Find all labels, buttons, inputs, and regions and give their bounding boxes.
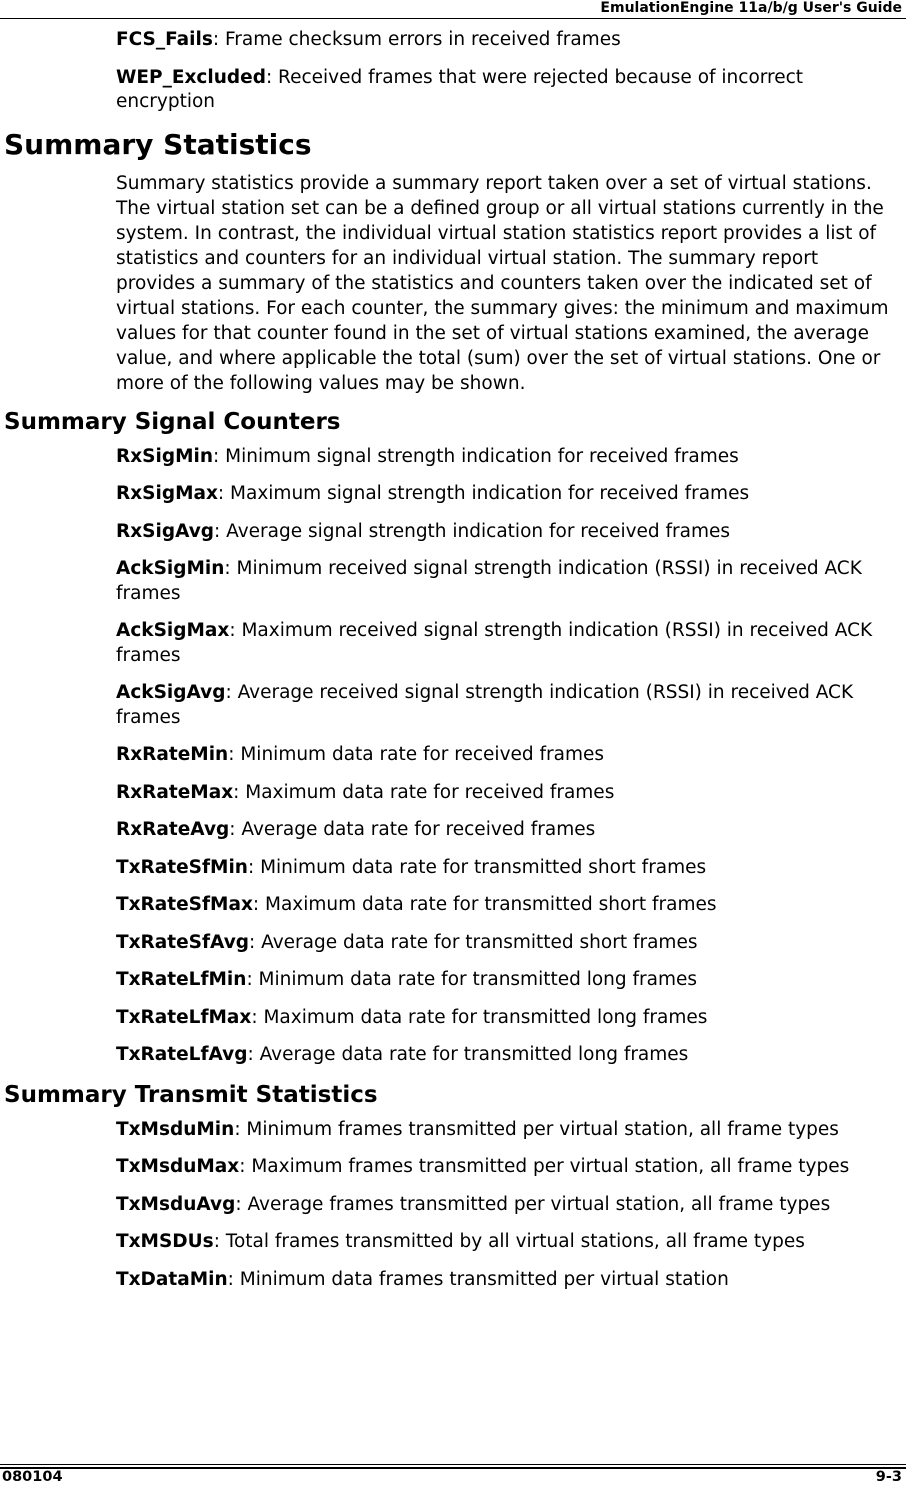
definition-entry [116, 66, 900, 115]
entry-term: TxRateLfMax [116, 1006, 252, 1028]
page-header [0, 0, 906, 20]
entry-description: : Maximum signal strength indication for received frames [217, 483, 750, 504]
definition-entry [116, 619, 900, 668]
entry-term: TxMsduMin [116, 1118, 235, 1140]
page-content [0, 28, 906, 1305]
entry-term: RxRateAvg [116, 819, 230, 840]
entry-term: AckSigMin [116, 558, 225, 579]
entry-description: : Frame checksum errors in received frames [212, 29, 621, 50]
header-title: EmulationEngine 11a/b/g User's Guide [600, 0, 902, 16]
definition-entry [116, 445, 900, 470]
entry-term: TxMsduMax [116, 1156, 240, 1177]
entry-term: RxSigMax [116, 483, 218, 504]
entry-description: : Minimum data frames transmitted per virtual station [227, 1268, 729, 1290]
entry-description: : Minimum data rate for received frames [228, 744, 605, 765]
entry-term: WEP_Excluded [116, 66, 266, 88]
section-heading-transmit-statistics: Summary Transmit Statistics [4, 1081, 378, 1108]
definition-entry [116, 856, 900, 881]
entry-description: : Average data rate for transmitted short frames [249, 931, 698, 953]
entry-term: RxSigAvg [116, 520, 215, 542]
definition-entry [116, 1155, 900, 1180]
entry-term: AckSigAvg [116, 682, 226, 703]
entry-description: : Minimum frames transmitted per virtual station, all frame types [234, 1118, 839, 1140]
definition-entry [116, 743, 900, 768]
entry-description: : Minimum data rate for transmitted short frames [247, 856, 707, 878]
entry-description: : Average received signal strength indication (RSSI) in received ACK frames [116, 682, 854, 728]
definition-entry [116, 931, 900, 956]
entry-term: TxRateSfAvg [116, 931, 250, 953]
entry-description: : Maximum data rate for received frames [233, 781, 615, 803]
definition-entry [116, 28, 900, 53]
entry-description: : Minimum data rate for transmitted long frames [246, 969, 698, 990]
document-number: 080104 [2, 1469, 63, 1485]
definition-entry [116, 781, 900, 806]
footer-rule [0, 1467, 906, 1469]
section-heading-signal-counters: Summary Signal Counters [4, 408, 341, 435]
entry-term: AckSigMax [116, 620, 230, 641]
definition-entry [116, 1230, 900, 1255]
entry-description: : Maximum data rate for transmitted short frames [252, 894, 717, 915]
entry-description: : Maximum frames transmitted per virtual station, all frame types [239, 1156, 850, 1177]
page-footer [0, 1463, 906, 1486]
entry-description: : Average data rate for received frames [229, 819, 596, 840]
section-heading-summary-statistics: Summary Statistics [4, 127, 312, 161]
entry-description: : Maximum received signal strength indication (RSSI) in received ACK frames [116, 620, 873, 666]
definition-entry [116, 1043, 900, 1068]
summary-paragraph: Summary statistics provide a summary report taken over a set of virtual stations. The virtual station set can be a defined group or all virtual stations currently in the system. In contrast, the individual virtual station statistics report provides a list of statistics and counters for an individual virtual station. The summary report provides a summary of the statistics and counters taken over the indicated set of virtual stations. For each counter, the summary gives: the minimum and maximum values for that counter found in the set of virtual stations examined, the average value, and where applicable the total (sum) over the set of virtual stations. One or more of the following values may be shown. [116, 172, 889, 394]
definition-entry [116, 520, 900, 545]
definition-entry [116, 681, 900, 730]
entry-term: RxRateMin [116, 744, 229, 765]
footer-rule [0, 1464, 906, 1465]
entry-term: TxMsduAvg [116, 1193, 236, 1215]
definition-entry [116, 1193, 900, 1218]
entry-term: TxMSDUs [116, 1231, 214, 1252]
definition-entry [116, 968, 900, 993]
entry-description: : Maximum data rate for transmitted long frames [251, 1006, 708, 1028]
entry-description: : Average signal strength indication for received frames [214, 520, 731, 542]
entry-term: FCS_Fails [116, 29, 213, 50]
entry-term: RxRateMax [116, 781, 234, 803]
entry-description: : Received frames that were rejected because of incorrect encryption [116, 66, 804, 112]
definition-entry [116, 893, 900, 918]
entry-description: : Average data rate for transmitted long frames [247, 1044, 689, 1065]
entry-term: TxRateLfAvg [116, 1044, 248, 1065]
header-rule [0, 18, 906, 19]
definition-entry [116, 1268, 900, 1293]
entry-term: TxRateSfMin [116, 856, 248, 878]
entry-term: TxRateSfMax [116, 894, 253, 915]
page-number: 9-3 [875, 1469, 902, 1485]
definition-entry [116, 1118, 900, 1143]
definition-entry [116, 482, 900, 507]
definition-entry [116, 557, 900, 606]
entry-term: TxRateLfMin [116, 969, 247, 990]
entry-term: TxDataMin [116, 1268, 228, 1290]
entry-description: : Total frames transmitted by all virtual stations, all frame types [213, 1231, 805, 1252]
entry-description: : Average frames transmitted per virtual station, all frame types [235, 1193, 831, 1215]
definition-entry [116, 1006, 900, 1031]
entry-term: RxSigMin [116, 445, 214, 467]
entry-description: : Minimum received signal strength indication (RSSI) in received ACK frames [116, 558, 862, 604]
entry-description: : Minimum signal strength indication for received frames [213, 445, 739, 467]
definition-entry [116, 818, 900, 843]
